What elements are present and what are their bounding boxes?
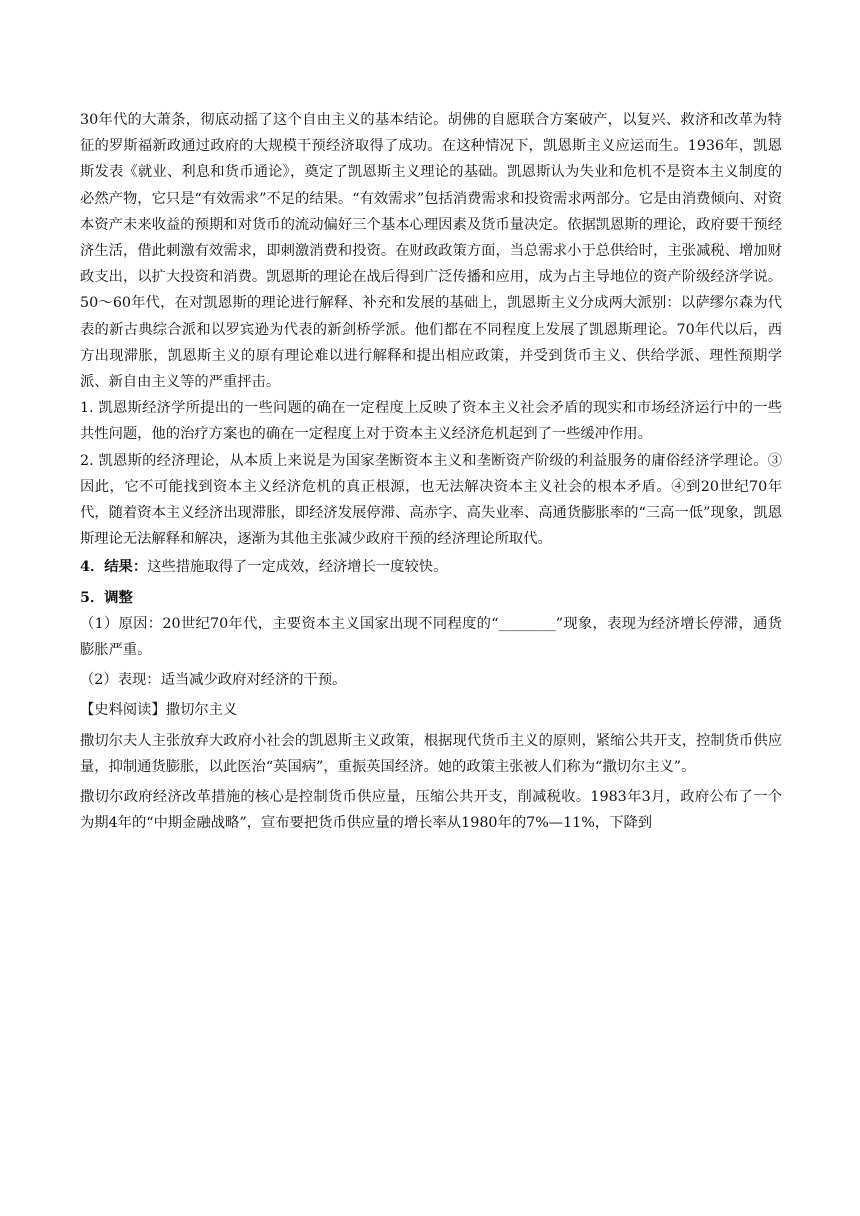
result-text: 这些措施取得了一定成效，经济增长一度较快。: [147, 559, 448, 576]
adjustment-manifestation: （2）表现：适当减少政府对经济的干预。: [80, 672, 347, 689]
evaluation-point-2: 2. 凯恩斯的经济理论，从本质上来说是为国家垄断资本主义和垄断资产阶级的利益服务的庸俗经济学理论。③因此，它不可能找到资本主义经济危机的真正根源，也无法解决资本主义社会的根本矛盾。④到20世纪70年代，随着资本主义经济出现滞胀，即经济发展停滞、高赤字、高失业率、高通货膨胀率的“三高一低”现象，凯恩斯理论无法解释和解决，逐渐为其他主张减少政府干预的经济理论所取代。: [80, 452, 782, 548]
reading-paragraph-2: 撒切尔政府经济改革措施的核心是控制货币供应量，压缩公共开支，削减税收。1983年3月，政府公布了一个为期4年的“中期金融战略”，宣布要把货币供应量的增长率从1980年的7%—11%，下降到: [80, 789, 782, 832]
result-label: 4．结果：: [80, 559, 148, 576]
adjustment-heading: 5．调整: [80, 589, 133, 606]
adjustment-cause: （1）原因：20世纪70年代，主要资本主义国家出现不同程度的“________”现象，表现为经济增长停滞，通货膨胀严重。: [80, 615, 782, 659]
evaluation-point-1: 1. 凯恩斯经济学所提出的一些问题的确在一定程度上反映了资本主义社会矛盾的现实和市场经济运行中的一些共性问题，他的治疗方案也的确在一定程度上对于资本主义经济危机起到了一些缓冲作用。: [80, 400, 782, 443]
reading-title: 【史料阅读】撒切尔主义: [80, 702, 238, 719]
keynesian-history-paragraph: 30年代的大萧条，彻底动摇了这个自由主义的基本结论。胡佛的自愿联合方案破产，以复兴、救济和改革为特征的罗斯福新政通过政府的大规模干预经济取得了成功。在这种情况下，凯恩斯主义应运而生。1936年，凯恩斯发表《就业、利息和货币通论》，奠定了凯恩斯主义理论的基础。凯恩斯认为失业和危机不是资本主义制度的必然产物，它只是“有效需求”不足的结果。“有效需求”包括消费需求和投资需求两部分。它是由消费倾向、对资本资产未来收益的预期和对货币的流动偏好三个基本心理因素及货币量决定。依据凯恩斯的理论，政府要干预经济生活，借此刺激有效需求，即刺激消费和投资。在财政政策方面，当总需求小于总供给时，主张减税、增加财政支出，以扩大投资和消费。凯恩斯的理论在战后得到广泛传播和应用，成为占主导地位的资产阶级经济学说。50～60年代，在对凯恩斯的理论进行解释、补充和发展的基础上，凯恩斯主义分成两大派别：以萨缪尔森为代表的新古典综合派和以罗宾逊为代表的新剑桥学派。他们都在不同程度上发展了凯恩斯理论。70年代以后，西方出现滞胀，凯恩斯主义的原有理论难以进行解释和提出相应政策，并受到货币主义、供给学派、理性预期学派、新自由主义等的严重抨击。: [80, 112, 782, 391]
reading-paragraph-1: 撒切尔夫人主张放弃大政府小社会的凯恩斯主义政策，根据现代货币主义的原则，紧缩公共开支，控制货币供应量，抑制通货膨胀，以此医治“英国病”，重振英国经济。她的政策主张被人们称为“撒切尔主义”。: [80, 732, 782, 775]
result-item: [80, 554, 782, 580]
